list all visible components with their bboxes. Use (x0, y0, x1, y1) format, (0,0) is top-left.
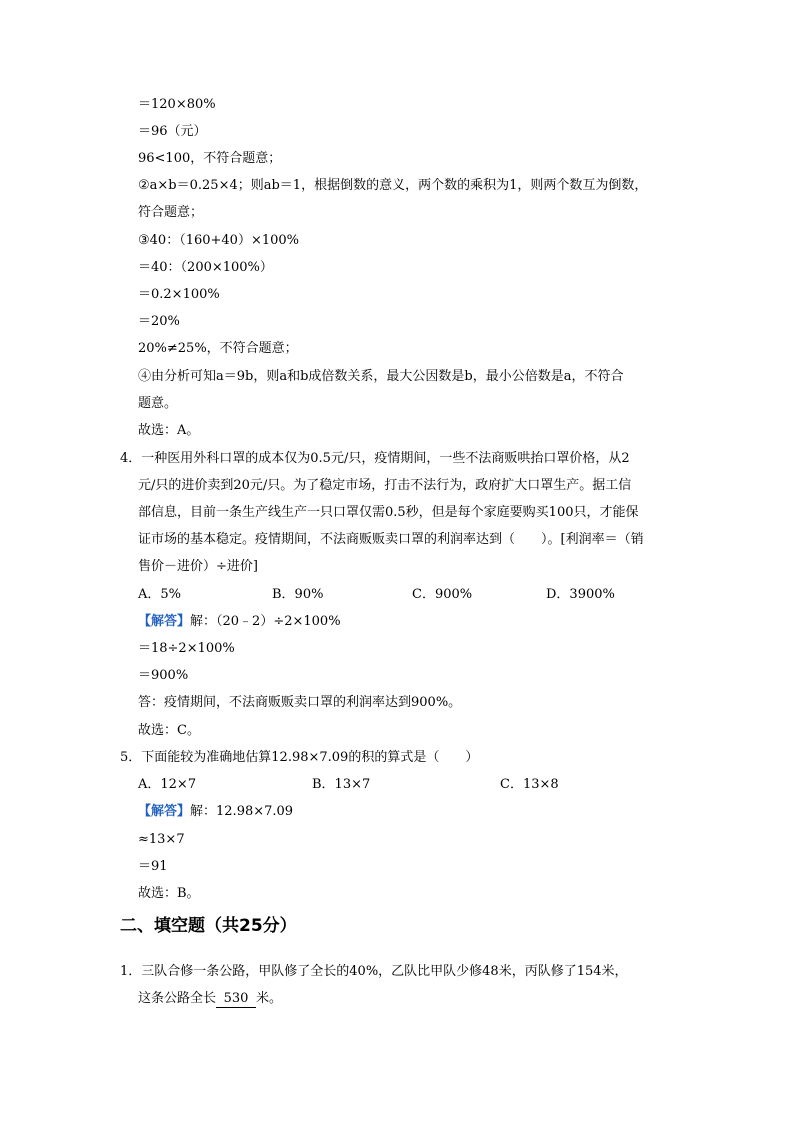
solution-line: ③40：（160+40）×100% (138, 233, 300, 248)
question-5-line: 5．下面能较为准确地估算12.98×7.09的积的算式是（ ） (120, 750, 479, 765)
answer-line: 故选：B。 (138, 886, 200, 901)
option-b: B．13×7 (312, 777, 371, 792)
answer-text: 解：12.98×7.09 (190, 804, 294, 819)
fill-answer-blank: 530 (216, 991, 256, 1008)
answer-line: ≈13×7 (138, 832, 185, 847)
fill-text-prefix: 这条公路全长 (138, 991, 217, 1006)
question-4-line: 4．一种医用外科口罩的成本仅为0.5元/只，疫情期间，一些不法商贩哄抬口罩价格，从2 (120, 451, 630, 466)
question-4-line: 部信息，目前一条生产线生产一只口罩仅需0.5秒，但是每个家庭要购买100只，才能保 (138, 505, 639, 520)
answer-line: ＝91 (138, 859, 168, 874)
answer-text: 解：（20﹣2）÷2×100% (190, 614, 341, 629)
question-4-line: 证市场的基本稳定。疫情期间，不法商贩贩卖口罩的利润率达到（ ）。[利润率＝（销 (138, 532, 644, 547)
fill-question-1-line: 1．三队合修一条公路，甲队修了全长的40%，乙队比甲队少修48米，丙队修了154米， (120, 964, 628, 979)
option-a: A．12×7 (138, 777, 197, 792)
option-b: B．90% (272, 587, 324, 602)
answer-tag: 【解答】 (138, 804, 191, 819)
option-a: A．5% (138, 587, 182, 602)
answer-tag: 【解答】 (138, 614, 191, 629)
solution-line: 故选：A。 (138, 423, 200, 438)
solution-line: ＝40：（200×100%） (138, 260, 273, 275)
fill-text-suffix: 米。 (256, 991, 283, 1006)
answer-line (138, 613, 341, 631)
answer-line: 答：疫情期间，不法商贩贩卖口罩的利润率达到900%。 (138, 695, 462, 710)
solution-line: ＝96（元） (138, 124, 207, 139)
question-4-line: 售价－进价）÷进价] (138, 559, 258, 574)
answer-line (138, 803, 293, 821)
option-c: C．900% (412, 587, 473, 602)
solution-line: ＝120×80% (138, 97, 216, 112)
fill-question-1-line (138, 990, 282, 1008)
solution-line: ②a×b＝0.25×4；则ab＝1，根据倒数的意义，两个数的乘积为1，则两个数互为倒数， (138, 178, 648, 193)
solution-line: 20%≠25%，不符合题意； (138, 341, 298, 356)
solution-line: ＝20% (138, 314, 180, 329)
option-d: D．3900% (546, 587, 615, 602)
solution-line: 题意。 (138, 396, 178, 411)
answer-line: 故选：C。 (138, 723, 200, 738)
answer-line: ＝18÷2×100% (138, 641, 235, 656)
solution-line: 96<100，不符合题意； (138, 151, 282, 166)
section-heading: 二、填空题（共25分） (120, 916, 297, 936)
solution-line: ＝0.2×100% (138, 287, 220, 302)
solution-line: ④由分析可知a＝9b，则a和b成倍数关系，最大公因数是b，最小公倍数是a，不符合 (138, 369, 624, 384)
option-c: C．13×8 (500, 777, 559, 792)
question-4-line: 元/只的进价卖到20元/只。为了稳定市场，打击不法行为，政府扩大口罩生产。据工信 (138, 478, 632, 493)
answer-line: ＝900% (138, 668, 189, 683)
solution-line: 符合题意； (138, 205, 204, 220)
